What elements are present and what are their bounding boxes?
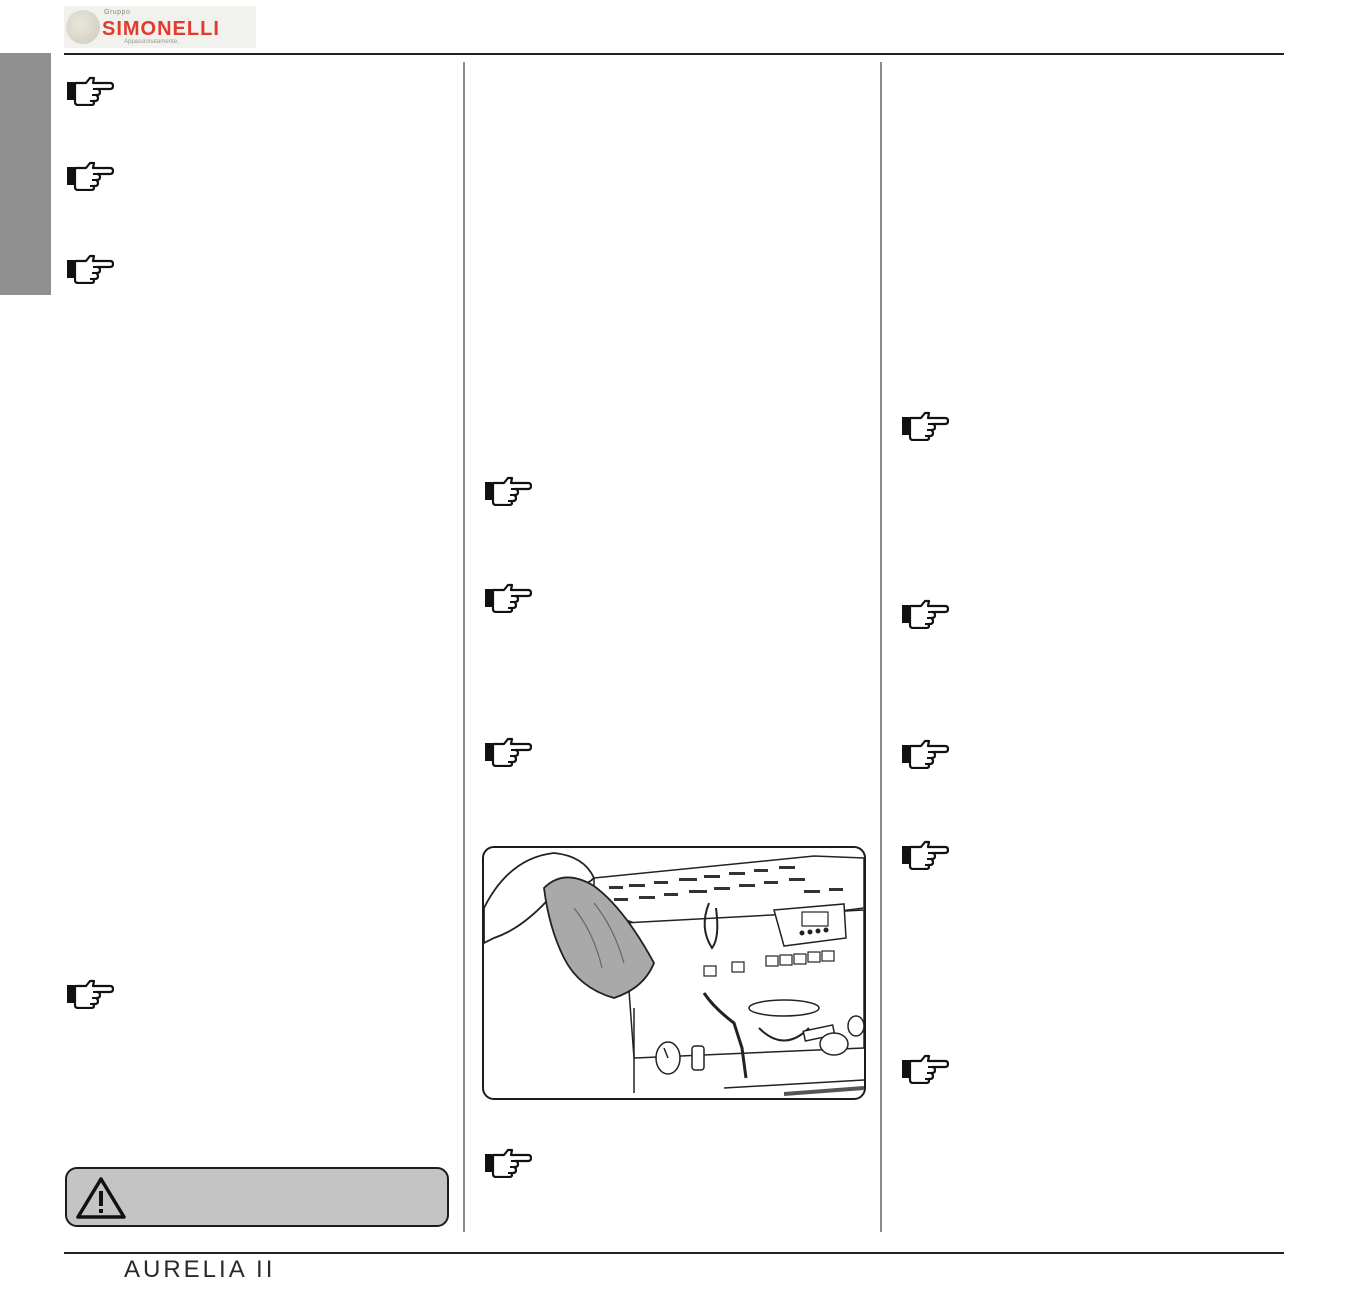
- pointing-hand-icon: [901, 838, 949, 870]
- pointing-hand-icon: [66, 252, 114, 284]
- warning-box: [65, 1167, 449, 1227]
- pointing-hand-icon: [901, 597, 949, 629]
- pointing-hand-icon: [66, 159, 114, 191]
- cleaning-illustration: [482, 846, 866, 1100]
- logo-brand-text: SIMONELLI: [102, 18, 220, 40]
- pointing-hand-icon: [484, 1146, 532, 1178]
- pointing-hand-icon: [66, 74, 114, 106]
- logo-small-text: Gruppo: [104, 9, 131, 16]
- pointing-hand-icon: [901, 1052, 949, 1084]
- pointing-hand-icon: [484, 735, 532, 767]
- pointing-hand-icon: [484, 474, 532, 506]
- pointing-hand-icon: [901, 409, 949, 441]
- brand-logo: [64, 6, 256, 48]
- footer-rule: [64, 1252, 1284, 1254]
- column-divider-1: [463, 62, 465, 1232]
- pointing-hand-icon: [66, 977, 114, 1009]
- footer-product-logo: AURELIA II: [124, 1256, 276, 1283]
- espresso-machine-illustration: [484, 848, 864, 1098]
- logo-sub-text: Appassionatamente.: [124, 39, 179, 45]
- pointing-hand-icon: [484, 581, 532, 613]
- section-side-tab: [0, 53, 51, 295]
- warning-triangle-icon: [75, 1176, 127, 1220]
- column-divider-2: [880, 62, 882, 1232]
- logo-emblem: [66, 10, 100, 44]
- pointing-hand-icon: [901, 737, 949, 769]
- header-rule: [64, 53, 1284, 55]
